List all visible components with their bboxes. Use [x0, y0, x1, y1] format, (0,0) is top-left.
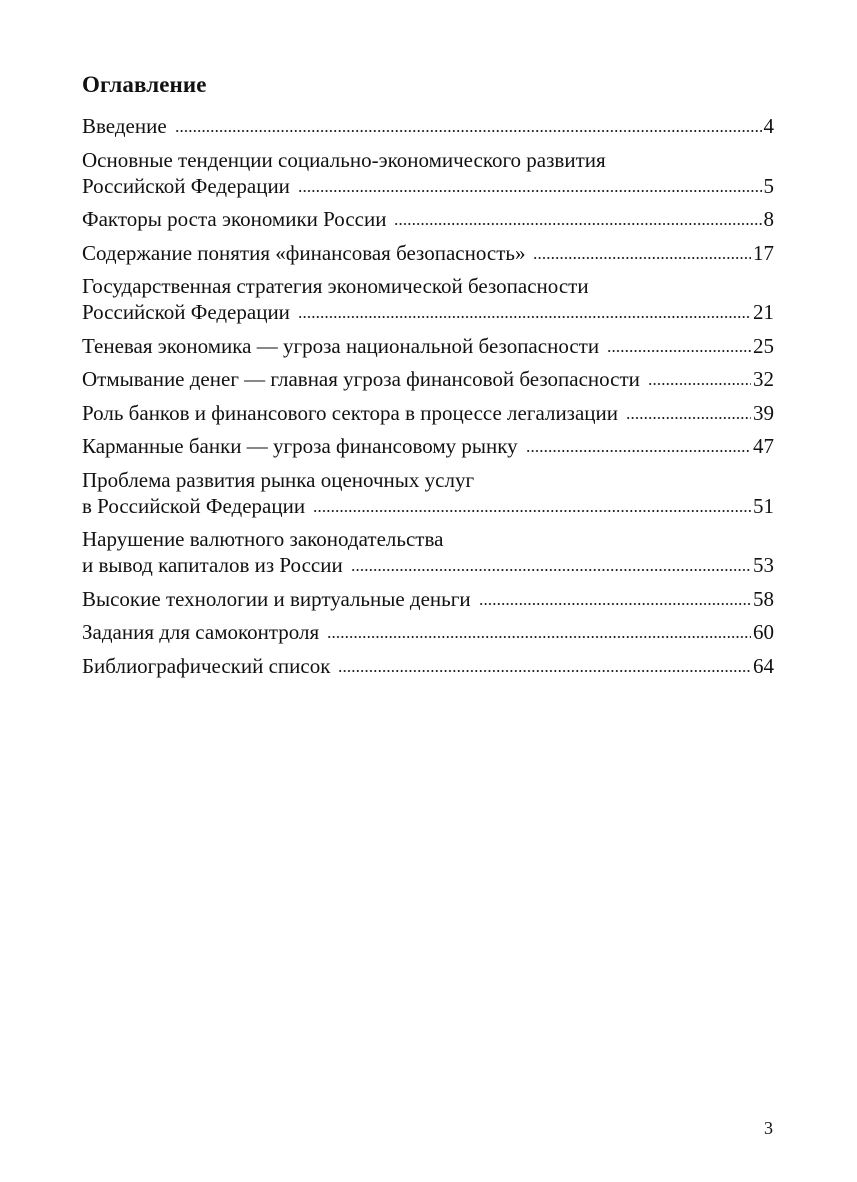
toc-entry-title-line1: Государственная стратегия экономической безопасности: [82, 274, 589, 298]
toc-entry[interactable]: [82, 206, 774, 232]
toc-entry[interactable]: [82, 240, 774, 266]
toc-page-number: 39: [753, 400, 774, 425]
dot-leader: [327, 625, 751, 639]
toc-page-number: 4: [763, 114, 774, 138]
dot-leader: [175, 119, 762, 133]
toc-entry[interactable]: [82, 273, 774, 325]
toc-entry[interactable]: [82, 366, 774, 392]
toc-entry[interactable]: [82, 619, 774, 645]
toc-page-number: 32: [753, 367, 774, 391]
dot-leader: [394, 212, 761, 226]
toc-entry-title-line1: Основные тенденции социально-экономического развития: [82, 147, 606, 172]
toc-entry[interactable]: [82, 526, 774, 578]
toc-entry-title: Теневая экономика — угроза национальной безопасности: [82, 333, 600, 358]
toc-entry[interactable]: [82, 147, 774, 199]
toc-entry-title: Роль банков и финансового сектора в процессе легализации: [82, 400, 619, 425]
toc-entry-title: Задания для самоконтроля: [82, 620, 320, 644]
toc-heading: Оглавление: [82, 72, 207, 97]
dot-leader: [298, 305, 751, 319]
toc-page-number: 17: [753, 240, 774, 265]
dot-leader: [648, 372, 751, 386]
toc-page-number: 58: [753, 586, 774, 611]
toc-entry-title: и вывод капиталов из России: [82, 553, 343, 577]
toc-entry[interactable]: [82, 400, 774, 426]
dot-leader: [479, 592, 751, 606]
toc-entry-title: Российской Федерации: [82, 300, 290, 324]
toc-page-number: 5: [763, 173, 774, 198]
toc-entry[interactable]: [82, 653, 774, 679]
toc-entry-title: Карманные банки — угроза финансовому рынку: [82, 434, 518, 458]
toc-entry[interactable]: [82, 113, 774, 139]
dot-leader: [298, 179, 762, 193]
toc-page-number: 25: [753, 333, 774, 358]
toc-entry[interactable]: [82, 467, 774, 519]
toc-entry-title: Высокие технологии и виртуальные деньги: [82, 586, 471, 611]
toc-entry-title-line1: Проблема развития рынка оценочных услуг: [82, 467, 475, 492]
toc-entry-title: Содержание понятия «финансовая безопасность»: [82, 240, 526, 265]
toc-page-number: 60: [753, 620, 774, 644]
dot-leader: [338, 659, 751, 673]
toc-page-number: 47: [753, 434, 774, 458]
page-number: 3: [764, 1118, 773, 1138]
toc-entry-title: Факторы роста экономики России: [82, 207, 387, 231]
toc-entry-title: Российской Федерации: [82, 173, 290, 198]
dot-leader: [626, 406, 751, 420]
dot-leader: [313, 499, 751, 513]
toc-entry-title: в Российской Федерации: [82, 493, 306, 518]
toc-entry-title: Библиографический список: [82, 653, 331, 678]
toc-entry[interactable]: [82, 586, 774, 612]
toc-page-number: 8: [763, 207, 774, 231]
dot-leader: [607, 339, 751, 353]
toc-entry[interactable]: [82, 333, 774, 359]
dot-leader: [533, 246, 751, 260]
toc-entry-title: Введение: [82, 114, 167, 138]
toc-page-number: 51: [753, 493, 774, 518]
toc-entry[interactable]: [82, 433, 774, 459]
toc-page-number: 21: [753, 300, 774, 324]
table-of-contents: [82, 113, 774, 686]
toc-page-number: 64: [753, 653, 774, 678]
toc-page-number: 53: [753, 553, 774, 577]
toc-entry-title-line1: Нарушение валютного законодательства: [82, 527, 444, 551]
toc-entry-title: Отмывание денег — главная угроза финансовой безопасности: [82, 367, 640, 391]
dot-leader: [351, 558, 751, 572]
dot-leader: [526, 439, 751, 453]
